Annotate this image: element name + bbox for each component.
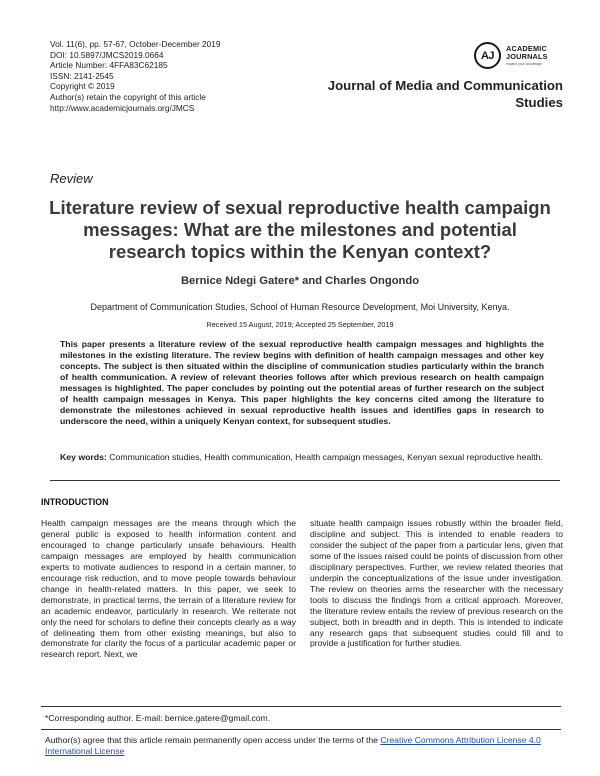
- received-dates: Received 15 August, 2019; Accepted 25 September, 2019: [206, 320, 394, 329]
- meta-volume: Vol. 11(6), pp. 57-67, October-December 2019: [50, 39, 221, 49]
- section-label: Review: [50, 171, 93, 186]
- article-metadata: [50, 39, 221, 113]
- meta-article-number: Article Number: 4FFA83C62185: [50, 60, 168, 71]
- meta-doi: DOI: 10.5897/JMCS2019.0664: [50, 49, 164, 60]
- footnote-divider: [41, 706, 561, 707]
- logo-name-line2: JOURNALS: [506, 52, 548, 62]
- abstract-divider: [50, 480, 560, 481]
- article-title: Literature review of sexual reproductive health campaign messages: What are the milestones and potential research topics within the Kenyan context?: [49, 197, 551, 262]
- journal-title: Journal of Media and Communication Studies: [327, 78, 563, 110]
- license-text: Author(s) agree that this article remain permanently open access under the terms of the: [45, 735, 381, 745]
- meta-copyright-note: Author(s) retain the copyright of this article: [50, 91, 206, 102]
- corresponding-author: *Corresponding author. E-mail: bernice.gatere@gmail.com.: [45, 713, 271, 723]
- license-link[interactable]: Creative Commons Attribution License 4.0 International License: [45, 735, 541, 756]
- meta-copyright: Copyright © 2019: [50, 81, 115, 92]
- logo-tagline: expand your knowledge: [506, 62, 542, 66]
- license-divider: [41, 729, 561, 730]
- introduction-heading: INTRODUCTION: [41, 497, 109, 507]
- body-column-right: situate health campaign issues robustly within the broader field, discipline and subject. This is intended to enable readers to consider the subject of the paper from a particular lens, given that some of the issues raised could be points of discussion from other disciplinary perspectives. Further, we review related theories that underpin the conceptualizations of the issue under investigation. The review on theories arms the researcher with the necessary tools to discuss the findings from a critical approach. Moreover, the literature review entails the review of previous research on the subject, both in breadth and in depth. This is intended to indicate any research gaps that subsequent studies could fill and to provide a justification for further studies.: [310, 518, 563, 649]
- keywords-list: Communication studies, Health communication, Health campaign messages, Kenyan sexual reproductive health.: [109, 452, 543, 462]
- license-notice: [45, 735, 565, 757]
- logo-name-line1: ACADEMIC: [506, 44, 547, 53]
- abstract: This paper presents a literature review of the sexual reproductive health campaign messages and highlights the milestones in the existing literature. The review begins with definition of health campaign messages and other key concepts. The subject is then situated within the discipline of communication studies particularly within the branch of health communication. A review of relevant theories follows after which previous research on health campaign messages is highlighted. The paper concludes by pointing out the potential areas of further research on the subject of health campaign messages in Kenya. This paper highlights the key concerns cited among the literature to demonstrate the milestones achieved in sexual reproductive health issues and identifies gaps in research to underscore the need, within a uniquely Kenyan context, for subsequent studies.: [60, 339, 544, 426]
- authors: Bernice Ndegi Gatere* and Charles Ongondo: [180, 275, 420, 287]
- keywords-label: Key words:: [60, 452, 107, 462]
- affiliation: Department of Communication Studies, School of Human Resource Development, Moi University, Kenya.: [90, 302, 510, 312]
- logo-name: [506, 45, 548, 62]
- body-column-left: Health campaign messages are the means through which the general public is exposed to health information content and encouraged to change particularly unsafe behaviours. Health campaign messages are employed by health communication experts to motivate audiences to respond in a certain manner, to encourage risk reduction, and to move people towards behaviour change in health-related matters. In this paper, we seek to demonstrate, in practical terms, the terrain of a literature review for an academic endeavor, particularly in research. We reiterate not only the need for scholars to define their concepts clearly as a way of delineating them from other existing meanings, but also to demonstrate for clarity the focus of a particular academic paper or research report. Next, we: [41, 518, 296, 660]
- meta-journal-url[interactable]: http://www.academicjournals.org/JMCS: [50, 102, 195, 113]
- logo-mark: AJ: [474, 42, 501, 69]
- academic-journals-logo: [474, 42, 564, 74]
- meta-issn: ISSN: 2141-2545: [50, 70, 114, 81]
- keywords: [60, 452, 544, 463]
